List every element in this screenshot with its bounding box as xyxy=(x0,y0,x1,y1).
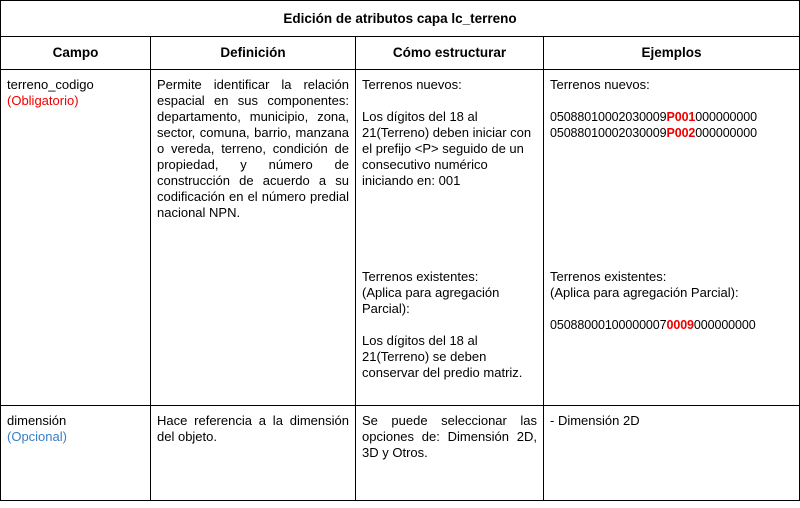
definition-text: Permite identificar la relación espacial en sus componentes: departamento, municipio, zona, sector, comuna, barrio, manzana o vereda, terreno, condición de propiedad, y número de construcción de acuerdo a su codificación en el número predial nacional NPN. xyxy=(157,77,349,220)
example-new-title: Terrenos nuevos: xyxy=(550,77,650,92)
structure-text: Se puede seleccionar las opciones de: Dimensión 2D, 3D y Otros. xyxy=(362,413,537,460)
campo-cell xyxy=(1,406,151,501)
structure-existing-text: Los dígitos del 18 al 21(Terreno) se deben conservar del predio matriz. xyxy=(362,333,523,380)
estructurar-cell xyxy=(356,70,544,406)
structure-new-title: Terrenos nuevos: xyxy=(362,77,462,92)
header-como-estructurar: Cómo estructurar xyxy=(356,37,544,70)
required-label: (Obligatorio) xyxy=(7,93,79,108)
structure-new-text: Los dígitos del 18 al 21(Terreno) deben iniciar con el prefijo <P> seguido de un consecutivo numérico iniciando en: 001 xyxy=(362,109,532,188)
example-text: - Dimensión 2D xyxy=(550,413,640,428)
example-existing-title: Terrenos existentes: xyxy=(550,269,667,284)
ejemplos-cell xyxy=(544,406,800,501)
definicion-cell xyxy=(151,406,356,501)
header-definicion: Definición xyxy=(151,37,356,70)
header-ejemplos: Ejemplos xyxy=(544,37,800,70)
field-name: terreno_codigo xyxy=(7,77,94,92)
header-campo: Campo xyxy=(1,37,151,70)
optional-label: (Opcional) xyxy=(7,429,67,444)
table-row xyxy=(1,70,800,406)
example-existing-sub: (Aplica para agregación Parcial): xyxy=(550,285,739,300)
table-row xyxy=(1,406,800,501)
example-code-3: 050880001000000070009000000000 xyxy=(550,318,756,332)
ejemplos-cell xyxy=(544,70,800,406)
example-code-1: 05088010002030009P001000000000 xyxy=(550,110,757,124)
estructurar-cell xyxy=(356,406,544,501)
table-title: Edición de atributos capa lc_terreno xyxy=(1,1,800,37)
field-name: dimensión xyxy=(7,413,67,428)
campo-cell xyxy=(1,70,151,406)
structure-existing-sub: (Aplica para agregación Parcial): xyxy=(362,285,500,316)
example-code-2: 05088010002030009P002000000000 xyxy=(550,126,757,140)
definicion-cell xyxy=(151,70,356,406)
definition-text: Hace referencia a la dimensión del objeto. xyxy=(157,413,349,444)
structure-existing-title: Terrenos existentes: xyxy=(362,269,479,284)
